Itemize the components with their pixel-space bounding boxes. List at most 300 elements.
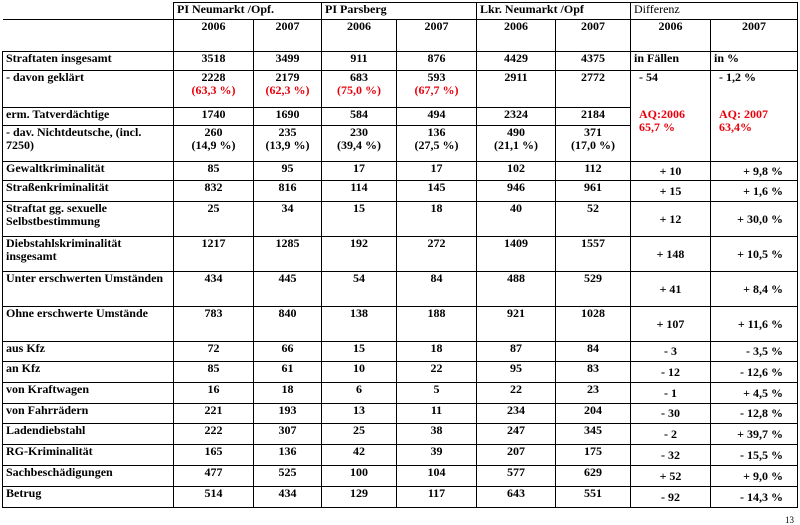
value-cell xyxy=(477,162,556,181)
value-number: 4375 xyxy=(581,51,605,65)
value-cell xyxy=(477,466,556,487)
value-cell xyxy=(322,202,397,237)
table-row xyxy=(3,181,798,202)
diff-cases: - 3 xyxy=(631,342,711,362)
aq-2006 xyxy=(631,108,711,162)
value-number: 112 xyxy=(584,161,602,175)
table-row xyxy=(3,383,798,404)
value-cell xyxy=(397,181,477,202)
value-cell xyxy=(556,383,631,404)
table-row xyxy=(3,237,798,272)
value-cell xyxy=(174,162,254,181)
table-row xyxy=(3,404,798,424)
value-number: 13 xyxy=(353,403,365,417)
value-number: 921 xyxy=(507,306,525,320)
header-group-pi-neumarkt: PI Neumarkt /Opf. xyxy=(174,3,322,20)
value-cell xyxy=(477,307,556,342)
value-cell xyxy=(322,342,397,362)
page-number: 13 xyxy=(785,515,794,525)
value-number: 39 xyxy=(430,444,443,458)
value-number: 138 xyxy=(350,306,368,320)
table-row xyxy=(3,424,798,445)
value-number: 1690 xyxy=(275,107,300,121)
value-number: 136 xyxy=(278,444,297,458)
diff-percent: + 1,6 % xyxy=(711,181,798,202)
value-cell xyxy=(174,71,254,108)
value-number: 2772 xyxy=(581,70,605,84)
value-cell xyxy=(254,162,322,181)
value-number: 1028 xyxy=(581,306,605,320)
value-cell xyxy=(556,108,631,126)
value-number: 230 xyxy=(350,125,368,139)
value-number: 2324 xyxy=(504,107,528,121)
value-number: 54 xyxy=(353,271,365,285)
value-cell xyxy=(174,52,254,71)
value-cell xyxy=(254,424,322,445)
value-cell xyxy=(477,272,556,307)
table-row xyxy=(3,307,798,342)
value-cell xyxy=(174,487,254,508)
value-number: 18 xyxy=(281,382,294,396)
value-cell xyxy=(397,108,477,126)
value-cell xyxy=(322,307,397,342)
value-cell xyxy=(556,272,631,307)
value-number: 235 xyxy=(278,125,297,139)
value-number: 4429 xyxy=(504,51,528,65)
diff-cases: - 32 xyxy=(631,445,711,466)
diff-percent: + 9,0 % xyxy=(711,466,798,487)
value-number: 17 xyxy=(353,161,365,175)
value-cell xyxy=(397,362,477,383)
value-cell xyxy=(397,272,477,307)
table-row xyxy=(3,487,798,508)
value-number: 577 xyxy=(507,465,525,479)
value-number: 52 xyxy=(587,201,599,215)
value-number: 2228 xyxy=(201,70,226,84)
share-percent: (13,9 %) xyxy=(265,138,310,152)
value-cell xyxy=(477,342,556,362)
value-number: 3499 xyxy=(275,51,300,65)
diff-cases: - 30 xyxy=(631,404,711,424)
value-cell xyxy=(556,342,631,362)
header-year: 2007 xyxy=(254,20,322,52)
share-percent: (27,5 %) xyxy=(414,138,459,152)
value-number: 165 xyxy=(204,444,223,458)
value-cell xyxy=(556,404,631,424)
value-cell xyxy=(556,237,631,272)
value-cell xyxy=(477,126,556,162)
value-cell xyxy=(556,445,631,466)
value-number: 593 xyxy=(427,70,446,84)
value-cell xyxy=(397,487,477,508)
value-number: 2911 xyxy=(504,70,528,84)
row-label: Betrug xyxy=(3,487,174,508)
diff-percent: + 4,5 % xyxy=(711,383,798,404)
aq-2007-label: AQ: 2007 xyxy=(719,107,768,121)
clearance-rate: (63,3 %) xyxy=(191,83,236,97)
value-number: 514 xyxy=(204,486,223,500)
table-row xyxy=(3,108,798,126)
value-number: 1740 xyxy=(201,107,226,121)
row-label: - davon geklärt xyxy=(3,71,174,108)
row-label: von Kraftwagen xyxy=(3,383,174,404)
header-year: 2007 xyxy=(556,20,631,52)
value-number: 307 xyxy=(278,423,297,437)
value-cell xyxy=(397,126,477,162)
value-cell xyxy=(397,202,477,237)
header-group-row xyxy=(3,3,798,20)
header-corner-cell xyxy=(3,3,174,20)
value-number: 83 xyxy=(587,361,599,375)
value-cell xyxy=(397,466,477,487)
value-number: 136 xyxy=(427,125,446,139)
value-number: 490 xyxy=(507,125,525,139)
value-number: 494 xyxy=(427,107,446,121)
value-number: 816 xyxy=(278,180,297,194)
value-cell xyxy=(556,181,631,202)
row-label: Straßenkriminalität xyxy=(3,181,174,202)
value-number: 18 xyxy=(430,341,443,355)
value-cell xyxy=(254,342,322,362)
value-cell xyxy=(556,71,631,108)
value-number: 23 xyxy=(587,382,599,396)
diff-percent: + 11,6 % xyxy=(711,307,798,342)
value-cell xyxy=(174,202,254,237)
value-number: 445 xyxy=(278,271,297,285)
value-cell xyxy=(254,126,322,162)
value-cell xyxy=(322,162,397,181)
value-cell xyxy=(397,342,477,362)
value-cell xyxy=(556,126,631,162)
value-number: 100 xyxy=(350,465,368,479)
value-number: 1557 xyxy=(581,236,605,250)
value-cell xyxy=(174,126,254,162)
value-cell xyxy=(477,383,556,404)
diff-percent: - 3,5 % xyxy=(711,342,798,362)
value-number: 117 xyxy=(427,486,446,500)
value-number: 61 xyxy=(281,361,294,375)
header-year: 2007 xyxy=(397,20,477,52)
value-cell xyxy=(174,383,254,404)
diff-percent: - 12,6 % xyxy=(711,362,798,383)
value-cell xyxy=(254,466,322,487)
value-cell xyxy=(397,424,477,445)
value-number: 783 xyxy=(204,306,223,320)
row-label: - dav. Nichtdeutsche, (incl. 7250) xyxy=(3,126,174,162)
value-cell xyxy=(397,307,477,342)
value-cell xyxy=(254,52,322,71)
value-number: 840 xyxy=(278,306,297,320)
value-number: 11 xyxy=(430,403,443,417)
value-cell xyxy=(174,272,254,307)
row-label: Sachbeschädigungen xyxy=(3,466,174,487)
row-label: Straftaten insgesamt xyxy=(3,52,174,71)
value-cell xyxy=(254,181,322,202)
table-row xyxy=(3,71,798,108)
value-number: 22 xyxy=(510,382,522,396)
value-number: 234 xyxy=(507,403,525,417)
value-number: 129 xyxy=(350,486,368,500)
diff-cases: + 52 xyxy=(631,466,711,487)
header-year: 2006 xyxy=(322,20,397,52)
value-cell xyxy=(174,424,254,445)
value-cell xyxy=(477,71,556,108)
diff-cases: - 1 xyxy=(631,383,711,404)
value-cell xyxy=(174,181,254,202)
value-number: 192 xyxy=(350,236,368,250)
table-row xyxy=(3,362,798,383)
value-number: 204 xyxy=(584,403,602,417)
diff-percent-header: in % xyxy=(711,52,798,71)
value-cell xyxy=(477,108,556,126)
table-row xyxy=(3,202,798,237)
value-number: 434 xyxy=(204,271,223,285)
value-cell xyxy=(397,445,477,466)
row-label: aus Kfz xyxy=(3,342,174,362)
value-cell xyxy=(322,424,397,445)
value-number: 84 xyxy=(430,271,443,285)
table-row xyxy=(3,445,798,466)
value-number: 85 xyxy=(207,161,220,175)
value-cell xyxy=(254,202,322,237)
header-year: 2006 xyxy=(174,20,254,52)
value-cell xyxy=(397,162,477,181)
row-label: erm. Tatverdächtige xyxy=(3,108,174,126)
value-cell xyxy=(174,307,254,342)
value-number: 42 xyxy=(353,444,365,458)
value-cell xyxy=(397,404,477,424)
value-cell xyxy=(322,237,397,272)
value-number: 1409 xyxy=(504,236,528,250)
value-number: 272 xyxy=(427,236,446,250)
value-number: 188 xyxy=(427,306,446,320)
value-cell xyxy=(556,466,631,487)
value-number: 434 xyxy=(278,486,297,500)
diff-cases: + 10 xyxy=(631,162,711,181)
value-number: 66 xyxy=(281,341,294,355)
value-number: 16 xyxy=(207,382,220,396)
diff-percent: + 8,4 % xyxy=(711,272,798,307)
value-number: 102 xyxy=(507,161,525,175)
value-number: 145 xyxy=(427,180,446,194)
row-label: Unter erschwerten Umständen xyxy=(3,272,174,307)
diff-percent: - 14,3 % xyxy=(711,487,798,508)
share-percent: (14,9 %) xyxy=(191,138,236,152)
value-number: 961 xyxy=(584,180,602,194)
value-cell xyxy=(477,237,556,272)
value-cell xyxy=(397,237,477,272)
diff-percent: + 30,0 % xyxy=(711,202,798,237)
row-label: Ladendiebstahl xyxy=(3,424,174,445)
value-cell xyxy=(322,71,397,108)
header-group-differenz: Differenz xyxy=(631,3,798,20)
table-row xyxy=(3,342,798,362)
table-row xyxy=(3,162,798,181)
row-label: Ohne erschwerte Umstände xyxy=(3,307,174,342)
value-number: 683 xyxy=(350,70,368,84)
value-cell xyxy=(556,52,631,71)
value-number: 104 xyxy=(427,465,446,479)
value-number: 87 xyxy=(510,341,522,355)
value-number: 22 xyxy=(430,361,443,375)
header-group-pi-parsberg: PI Parsberg xyxy=(322,3,477,20)
value-cell xyxy=(174,237,254,272)
value-number: 525 xyxy=(278,465,297,479)
value-number: 40 xyxy=(510,201,522,215)
diff-cases: + 41 xyxy=(631,272,711,307)
value-number: 25 xyxy=(207,201,220,215)
row-label: Gewaltkriminalität xyxy=(3,162,174,181)
value-number: 193 xyxy=(278,403,297,417)
value-number: 1217 xyxy=(201,236,226,250)
diff-percent: + 9,8 % xyxy=(711,162,798,181)
header-year-row xyxy=(3,20,798,52)
clearance-rate: (75,0 %) xyxy=(337,83,381,97)
diff-percent: + 39,7 % xyxy=(711,424,798,445)
diff-cases-value: - 54 xyxy=(631,71,711,108)
value-cell xyxy=(556,202,631,237)
value-cell xyxy=(322,126,397,162)
aq-2006-label: AQ:2006 xyxy=(639,107,685,121)
value-number: 6 xyxy=(356,382,362,396)
value-cell xyxy=(556,424,631,445)
value-cell xyxy=(174,466,254,487)
value-cell xyxy=(254,404,322,424)
diff-cases: - 12 xyxy=(631,362,711,383)
value-cell xyxy=(477,404,556,424)
value-number: 911 xyxy=(350,51,368,65)
header-year: 2007 xyxy=(711,20,798,52)
value-number: 84 xyxy=(587,341,599,355)
header-corner-cell-2 xyxy=(3,20,174,52)
share-percent: (17,0 %) xyxy=(571,138,615,152)
value-cell xyxy=(477,445,556,466)
value-number: 114 xyxy=(350,180,368,194)
diff-cases: + 107 xyxy=(631,307,711,342)
value-cell xyxy=(477,362,556,383)
value-number: 85 xyxy=(207,361,220,375)
crime-statistics-table xyxy=(2,2,798,508)
value-cell xyxy=(322,404,397,424)
value-number: 3518 xyxy=(201,51,226,65)
value-cell xyxy=(322,272,397,307)
value-number: 584 xyxy=(350,107,368,121)
value-cell xyxy=(322,466,397,487)
diff-cases: + 15 xyxy=(631,181,711,202)
value-number: 2184 xyxy=(581,107,605,121)
diff-cases: - 2 xyxy=(631,424,711,445)
diff-percent: + 10,5 % xyxy=(711,237,798,272)
value-number: 95 xyxy=(281,161,294,175)
share-percent: (21,1 %) xyxy=(494,138,538,152)
value-cell xyxy=(174,342,254,362)
aq-2006-value: 65,7 % xyxy=(639,119,675,134)
value-cell xyxy=(174,108,254,126)
value-cell xyxy=(254,487,322,508)
value-number: 222 xyxy=(204,423,223,437)
diff-cases: + 148 xyxy=(631,237,711,272)
value-number: 260 xyxy=(204,125,223,139)
value-number: 488 xyxy=(507,271,525,285)
aq-2007-value: 63,4% xyxy=(719,119,752,134)
value-cell xyxy=(322,108,397,126)
value-cell xyxy=(254,237,322,272)
value-number: 946 xyxy=(507,180,525,194)
value-number: 72 xyxy=(207,341,220,355)
value-cell xyxy=(254,445,322,466)
value-number: 345 xyxy=(584,423,602,437)
value-cell xyxy=(254,362,322,383)
value-number: 832 xyxy=(204,180,223,194)
value-number: 175 xyxy=(584,444,602,458)
value-number: 38 xyxy=(430,423,443,437)
value-cell xyxy=(322,487,397,508)
value-number: 643 xyxy=(507,486,525,500)
value-number: 18 xyxy=(430,201,443,215)
value-cell xyxy=(254,272,322,307)
value-cell xyxy=(254,383,322,404)
value-cell xyxy=(477,424,556,445)
value-number: 529 xyxy=(584,271,602,285)
value-number: 207 xyxy=(507,444,525,458)
value-number: 247 xyxy=(507,423,525,437)
value-cell xyxy=(397,52,477,71)
header-year: 2006 xyxy=(631,20,711,52)
value-cell xyxy=(322,362,397,383)
value-number: 10 xyxy=(353,361,365,375)
value-cell xyxy=(556,162,631,181)
value-cell xyxy=(477,52,556,71)
value-number: 629 xyxy=(584,465,602,479)
share-percent: (39,4 %) xyxy=(337,138,381,152)
value-number: 15 xyxy=(353,341,365,355)
row-label: Straftat gg. sexuelle Selbstbestimmung xyxy=(3,202,174,237)
value-number: 221 xyxy=(204,403,223,417)
value-cell xyxy=(397,71,477,108)
diff-percent-value: - 1,2 % xyxy=(711,71,798,108)
header-year: 2006 xyxy=(477,20,556,52)
row-label: von Fahrrädern xyxy=(3,404,174,424)
value-number: 5 xyxy=(433,382,440,396)
value-number: 15 xyxy=(353,201,365,215)
row-label: an Kfz xyxy=(3,362,174,383)
diff-cases: + 12 xyxy=(631,202,711,237)
row-label: Diebstahlskriminalität insgesamt xyxy=(3,237,174,272)
table-row xyxy=(3,272,798,307)
value-cell xyxy=(174,445,254,466)
table-row xyxy=(3,52,798,71)
value-cell xyxy=(322,445,397,466)
value-cell xyxy=(556,362,631,383)
row-label: RG-Kriminalität xyxy=(3,445,174,466)
value-cell xyxy=(397,383,477,404)
value-cell xyxy=(477,202,556,237)
value-cell xyxy=(174,362,254,383)
value-cell xyxy=(322,383,397,404)
value-cell xyxy=(556,307,631,342)
value-number: 876 xyxy=(427,51,446,65)
header-group-lkr-neumarkt: Lkr. Neumarkt /Opf xyxy=(477,3,631,20)
value-number: 2179 xyxy=(275,70,300,84)
value-cell xyxy=(556,487,631,508)
value-cell xyxy=(254,307,322,342)
value-cell xyxy=(174,404,254,424)
clearance-rate: (67,7 %) xyxy=(414,83,459,97)
value-number: 477 xyxy=(204,465,223,479)
value-number: 95 xyxy=(510,361,522,375)
value-cell xyxy=(322,181,397,202)
clearance-rate: (62,3 %) xyxy=(265,83,310,97)
